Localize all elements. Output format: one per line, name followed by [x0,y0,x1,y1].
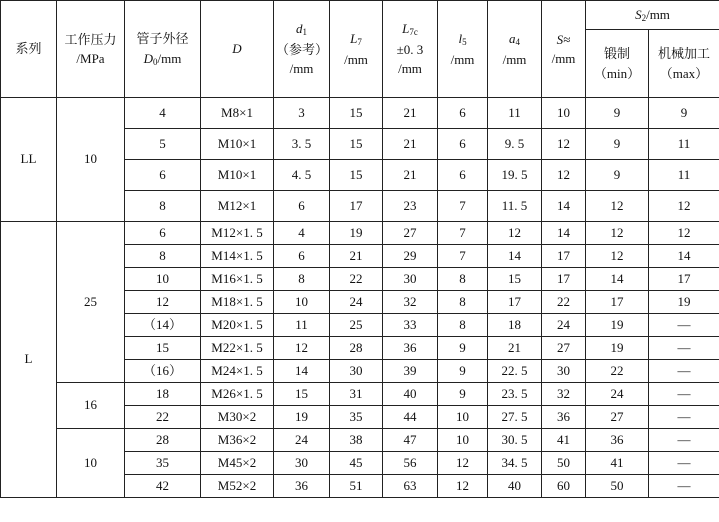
cell-d1: 12 [274,337,330,360]
cell-thread-d: M10×1 [201,160,274,191]
cell-thread-d: M12×1 [201,191,274,222]
cell-s: 17 [542,245,586,268]
cell-s: 14 [542,222,586,245]
cell-s2-machined: 11 [649,160,719,191]
cell-l7: 19 [330,222,383,245]
cell-d1: 11 [274,314,330,337]
cell-l5: 12 [438,452,488,475]
cell-l7: 15 [330,160,383,191]
header-L7c: $L_{7c}$ ±0. 3 /mm [383,1,438,98]
cell-s2-machined: 19 [649,291,719,314]
cell-d1: 4. 5 [274,160,330,191]
cell-s2-forged: 9 [586,98,649,129]
cell-working-pressure: 25 [57,222,125,383]
table-body [1,98,719,498]
cell-s2-forged: 24 [586,383,649,406]
cell-s: 50 [542,452,586,475]
cell-s2-forged: 27 [586,406,649,429]
cell-d1: 15 [274,383,330,406]
header-pipe-outer-diameter: 管子外径 $D_0/mm$ [125,1,201,98]
cell-working-pressure: 10 [57,98,125,222]
cell-pipe-od: 4 [125,98,201,129]
cell-l5: 6 [438,129,488,160]
cell-l7: 15 [330,98,383,129]
cell-l5: 8 [438,291,488,314]
cell-pipe-od: 5 [125,129,201,160]
cell-l7c: 21 [383,98,438,129]
cell-s2-machined: — [649,337,719,360]
cell-a4: 11. 5 [488,191,542,222]
cell-s2-forged: 9 [586,129,649,160]
cell-s2-machined: 11 [649,129,719,160]
cell-pipe-od: 28 [125,429,201,452]
cell-pipe-od: （14） [125,314,201,337]
cell-thread-d: M36×2 [201,429,274,452]
cell-a4: 40 [488,475,542,498]
cell-s: 10 [542,98,586,129]
cell-l5: 10 [438,429,488,452]
cell-l5: 6 [438,160,488,191]
table-row [1,98,719,129]
cell-s2-forged: 12 [586,191,649,222]
cell-s2-machined: — [649,314,719,337]
cell-thread-d: M52×2 [201,475,274,498]
cell-l5: 6 [438,98,488,129]
cell-s: 36 [542,406,586,429]
cell-l5: 9 [438,383,488,406]
cell-a4: 15 [488,268,542,291]
cell-l7c: 63 [383,475,438,498]
cell-s: 41 [542,429,586,452]
cell-l5: 7 [438,222,488,245]
cell-a4: 19. 5 [488,160,542,191]
cell-l7: 21 [330,245,383,268]
cell-s2-machined: — [649,406,719,429]
cell-d1: 24 [274,429,330,452]
cell-pipe-od: 35 [125,452,201,475]
cell-d1: 6 [274,191,330,222]
cell-pipe-od: 42 [125,475,201,498]
cell-s: 27 [542,337,586,360]
cell-l7c: 39 [383,360,438,383]
cell-s2-machined: — [649,475,719,498]
cell-thread-d: M10×1 [201,129,274,160]
cell-l7c: 30 [383,268,438,291]
cell-l7: 28 [330,337,383,360]
cell-d1: 3. 5 [274,129,330,160]
cell-d1: 4 [274,222,330,245]
cell-s2-machined: 12 [649,191,719,222]
cell-a4: 9. 5 [488,129,542,160]
header-l5: $l_5$ /mm [438,1,488,98]
cell-s2-forged: 17 [586,291,649,314]
cell-d1: 30 [274,452,330,475]
cell-thread-d: M14×1. 5 [201,245,274,268]
cell-s2-machined: 17 [649,268,719,291]
cell-s2-forged: 12 [586,222,649,245]
cell-l7: 24 [330,291,383,314]
header-L7: $L_7$ /mm [330,1,383,98]
cell-l5: 10 [438,406,488,429]
cell-thread-d: M24×1. 5 [201,360,274,383]
header-S: S≈ /mm [542,1,586,98]
cell-s: 60 [542,475,586,498]
header-D: D [201,1,274,98]
cell-s2-forged: 41 [586,452,649,475]
cell-l7c: 27 [383,222,438,245]
cell-a4: 11 [488,98,542,129]
cell-s2-machined: — [649,383,719,406]
cell-d1: 19 [274,406,330,429]
cell-l7: 35 [330,406,383,429]
cell-l7c: 56 [383,452,438,475]
cell-l5: 7 [438,245,488,268]
cell-l7: 22 [330,268,383,291]
cell-s: 24 [542,314,586,337]
cell-thread-d: M18×1. 5 [201,291,274,314]
cell-s2-machined: 14 [649,245,719,268]
cell-l7: 31 [330,383,383,406]
cell-l7: 25 [330,314,383,337]
header-series: 系列 [1,1,57,98]
cell-thread-d: M20×1. 5 [201,314,274,337]
cell-s2-machined: 9 [649,98,719,129]
table-row [1,222,719,245]
cell-s2-machined: — [649,452,719,475]
cell-s: 30 [542,360,586,383]
cell-s: 32 [542,383,586,406]
cell-pipe-od: 12 [125,291,201,314]
cell-s2-forged: 19 [586,337,649,360]
cell-thread-d: M12×1. 5 [201,222,274,245]
cell-s2-machined: 12 [649,222,719,245]
cell-a4: 23. 5 [488,383,542,406]
cell-d1: 36 [274,475,330,498]
cell-pipe-od: （16） [125,360,201,383]
cell-s2-forged: 19 [586,314,649,337]
cell-pipe-od: 6 [125,160,201,191]
cell-l7c: 23 [383,191,438,222]
cell-l5: 9 [438,337,488,360]
cell-s2-forged: 50 [586,475,649,498]
cell-s2-forged: 36 [586,429,649,452]
header-a4: $a_4$ /mm [488,1,542,98]
cell-pipe-od: 6 [125,222,201,245]
cell-s2-forged: 14 [586,268,649,291]
cell-d1: 8 [274,268,330,291]
cell-d1: 10 [274,291,330,314]
table-row [1,429,719,452]
cell-l7c: 32 [383,291,438,314]
cell-l7: 30 [330,360,383,383]
cell-l5: 12 [438,475,488,498]
cell-thread-d: M16×1. 5 [201,268,274,291]
cell-l7c: 36 [383,337,438,360]
cell-a4: 14 [488,245,542,268]
cell-l7c: 21 [383,129,438,160]
cell-s: 17 [542,268,586,291]
cell-thread-d: M26×1. 5 [201,383,274,406]
cell-s: 12 [542,129,586,160]
cell-l5: 7 [438,191,488,222]
header-machined-max: 机械加工 （max） [649,30,719,98]
table-header [1,1,719,98]
cell-d1: 14 [274,360,330,383]
header-S2: $S_2/mm$ [586,1,719,30]
cell-l7c: 44 [383,406,438,429]
cell-a4: 17 [488,291,542,314]
cell-l7c: 47 [383,429,438,452]
cell-l7: 17 [330,191,383,222]
cell-l7: 15 [330,129,383,160]
cell-pipe-od: 8 [125,191,201,222]
cell-s: 22 [542,291,586,314]
cell-a4: 34. 5 [488,452,542,475]
cell-l7: 38 [330,429,383,452]
cell-s: 14 [542,191,586,222]
cell-a4: 21 [488,337,542,360]
cell-a4: 27. 5 [488,406,542,429]
cell-l7c: 29 [383,245,438,268]
cell-pipe-od: 22 [125,406,201,429]
header-working-pressure: 工作压力 /MPa [57,1,125,98]
cell-pipe-od: 18 [125,383,201,406]
cell-working-pressure: 16 [57,383,125,429]
cell-series: LL [1,98,57,222]
cell-a4: 30. 5 [488,429,542,452]
cell-thread-d: M45×2 [201,452,274,475]
header-forged-min: 锻制 （min） [586,30,649,98]
cell-series: L [1,222,57,498]
cell-thread-d: M22×1. 5 [201,337,274,360]
cell-pipe-od: 10 [125,268,201,291]
cell-s2-forged: 9 [586,160,649,191]
cell-l5: 9 [438,360,488,383]
cell-l7: 45 [330,452,383,475]
cell-s2-forged: 22 [586,360,649,383]
cell-l7c: 40 [383,383,438,406]
cell-s2-machined: — [649,429,719,452]
cell-l7c: 33 [383,314,438,337]
cell-a4: 12 [488,222,542,245]
table-row [1,383,719,406]
cell-a4: 22. 5 [488,360,542,383]
cell-pipe-od: 15 [125,337,201,360]
cell-thread-d: M8×1 [201,98,274,129]
cell-d1: 6 [274,245,330,268]
cell-s: 12 [542,160,586,191]
cell-l7c: 21 [383,160,438,191]
cell-l7: 51 [330,475,383,498]
cell-working-pressure: 10 [57,429,125,498]
cell-s2-forged: 12 [586,245,649,268]
cell-s2-machined: — [649,360,719,383]
cell-d1: 3 [274,98,330,129]
cell-thread-d: M30×2 [201,406,274,429]
cell-l5: 8 [438,314,488,337]
header-d1: $d_1$ （参考） /mm [274,1,330,98]
cell-a4: 18 [488,314,542,337]
cell-l5: 8 [438,268,488,291]
cell-pipe-od: 8 [125,245,201,268]
